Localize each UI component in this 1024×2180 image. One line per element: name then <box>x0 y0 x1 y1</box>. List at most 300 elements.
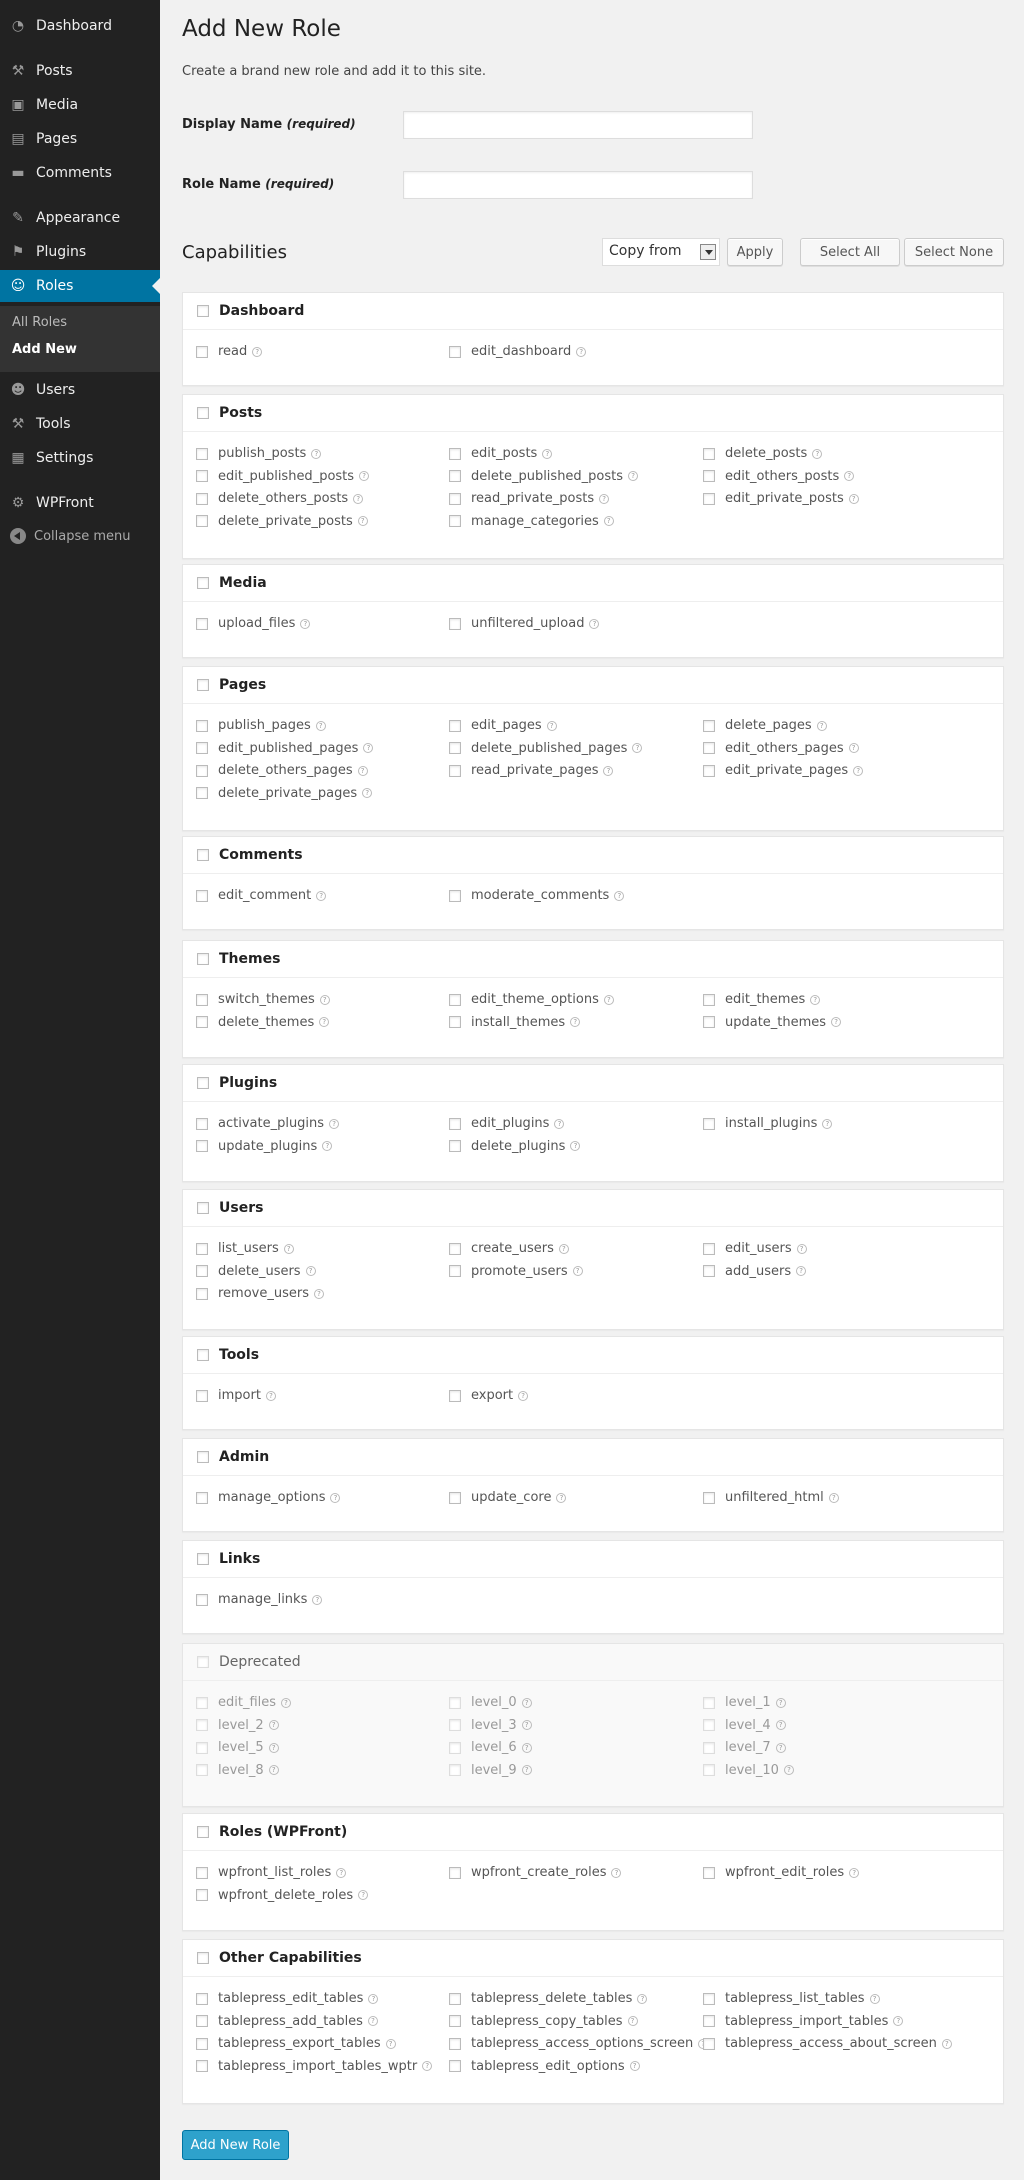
group-checkbox[interactable] <box>197 305 209 317</box>
sidebar-item-appearance[interactable] <box>0 202 160 234</box>
capability-item[interactable] <box>703 718 827 733</box>
help-icon[interactable] <box>368 2016 378 2026</box>
capability-checkbox[interactable] <box>196 742 208 754</box>
capability-item[interactable] <box>703 1264 806 1279</box>
capability-item[interactable] <box>196 446 321 461</box>
help-icon[interactable] <box>849 494 859 504</box>
capability-item[interactable] <box>449 1740 532 1755</box>
capability-item[interactable] <box>449 344 586 359</box>
sidebar-item-roles[interactable] <box>0 270 160 302</box>
capability-checkbox[interactable] <box>196 1697 208 1709</box>
help-icon[interactable] <box>281 1698 291 1708</box>
capability-checkbox[interactable] <box>449 1867 461 1879</box>
capability-item[interactable] <box>196 491 363 506</box>
capability-checkbox[interactable] <box>703 1742 715 1754</box>
help-icon[interactable] <box>628 2016 638 2026</box>
help-icon[interactable] <box>322 1141 332 1151</box>
capability-checkbox[interactable] <box>196 1492 208 1504</box>
help-icon[interactable] <box>311 449 321 459</box>
capability-checkbox[interactable] <box>449 1719 461 1731</box>
group-header[interactable] <box>197 1950 362 1966</box>
capability-checkbox[interactable] <box>196 1764 208 1776</box>
capability-checkbox[interactable] <box>196 1889 208 1901</box>
required-note: (required) <box>265 177 335 191</box>
capability-item[interactable] <box>449 1015 580 1030</box>
capability-item[interactable] <box>196 514 368 529</box>
wrench-icon: ⚒ <box>11 416 25 432</box>
group-title: Other Capabilities <box>219 1950 362 1966</box>
help-icon[interactable] <box>810 995 820 1005</box>
group-checkbox[interactable] <box>197 679 209 691</box>
group-header[interactable] <box>197 847 303 863</box>
capability-item[interactable] <box>196 992 330 1007</box>
capability-item[interactable] <box>703 1740 786 1755</box>
capability-item[interactable] <box>449 2036 708 2051</box>
capability-item[interactable] <box>703 2014 903 2029</box>
group-checkbox[interactable] <box>197 1952 209 1964</box>
help-icon[interactable] <box>844 471 854 481</box>
help-icon[interactable] <box>637 1994 647 2004</box>
group-header[interactable] <box>197 1449 269 1465</box>
help-icon[interactable] <box>817 721 827 731</box>
help-icon[interactable] <box>284 1244 294 1254</box>
capability-item[interactable] <box>196 1139 332 1154</box>
capability-checkbox[interactable] <box>449 1118 461 1130</box>
capability-item[interactable] <box>196 1763 279 1778</box>
copy-from-select[interactable] <box>602 238 720 266</box>
sidebar-item-media[interactable] <box>0 89 160 121</box>
capability-checkbox[interactable] <box>703 1016 715 1028</box>
group-checkbox[interactable] <box>197 849 209 861</box>
capability-checkbox[interactable] <box>196 2038 208 2050</box>
group-header[interactable] <box>197 1824 347 1840</box>
help-icon[interactable] <box>831 1017 841 1027</box>
help-icon[interactable] <box>630 2061 640 2071</box>
capability-checkbox[interactable] <box>196 346 208 358</box>
help-icon[interactable] <box>252 347 262 357</box>
capability-item[interactable] <box>703 763 863 778</box>
capability-checkbox[interactable] <box>449 720 461 732</box>
help-icon[interactable] <box>784 1765 794 1775</box>
capability-checkbox[interactable] <box>449 1140 461 1152</box>
group-header[interactable] <box>197 1551 260 1567</box>
capability-checkbox[interactable] <box>703 1764 715 1776</box>
help-icon[interactable] <box>589 619 599 629</box>
capability-checkbox[interactable] <box>703 2015 715 2027</box>
group-checkbox[interactable] <box>197 1202 209 1214</box>
capability-checkbox[interactable] <box>196 1265 208 1277</box>
help-icon[interactable] <box>518 1391 528 1401</box>
help-icon[interactable] <box>336 1868 346 1878</box>
group-checkbox[interactable] <box>197 577 209 589</box>
capability-checkbox[interactable] <box>449 1265 461 1277</box>
group-header[interactable] <box>197 575 267 591</box>
capability-item[interactable] <box>196 1991 378 2006</box>
capability-item[interactable] <box>196 1740 279 1755</box>
capability-checkbox[interactable] <box>196 2060 208 2072</box>
capability-checkbox[interactable] <box>449 994 461 1006</box>
group-header[interactable] <box>197 303 304 319</box>
help-icon[interactable] <box>316 891 326 901</box>
group-checkbox[interactable] <box>197 407 209 419</box>
capability-item[interactable] <box>449 1388 528 1403</box>
help-icon[interactable] <box>316 721 326 731</box>
submenu-add-new[interactable]: Add New <box>12 342 77 357</box>
help-icon[interactable] <box>320 995 330 1005</box>
help-icon[interactable] <box>314 1289 324 1299</box>
help-icon[interactable] <box>422 2061 432 2071</box>
capability-item[interactable] <box>449 992 614 1007</box>
capability-item[interactable] <box>703 469 854 484</box>
capability-checkbox[interactable] <box>703 1243 715 1255</box>
capability-item[interactable] <box>449 616 599 631</box>
sidebar-item-tools[interactable] <box>0 408 160 440</box>
capability-item[interactable] <box>196 2036 396 2051</box>
help-icon[interactable] <box>556 1493 566 1503</box>
capability-item[interactable] <box>703 1865 859 1880</box>
help-icon[interactable] <box>812 449 822 459</box>
capability-item[interactable] <box>703 1015 841 1030</box>
capability-item[interactable] <box>449 763 613 778</box>
capability-checkbox[interactable] <box>196 765 208 777</box>
sidebar-item-label: Media <box>36 97 79 113</box>
capability-checkbox[interactable] <box>196 1288 208 1300</box>
help-icon[interactable] <box>269 1720 279 1730</box>
help-icon[interactable] <box>522 1720 532 1730</box>
capability-item[interactable] <box>449 888 624 903</box>
capability-label: remove_users <box>218 1286 309 1301</box>
capability-item[interactable] <box>196 1264 316 1279</box>
help-icon[interactable] <box>573 1266 583 1276</box>
help-icon[interactable] <box>559 1244 569 1254</box>
group-header[interactable] <box>197 677 266 693</box>
capability-label: delete_others_posts <box>218 491 349 506</box>
sidebar-item-users[interactable] <box>0 374 160 406</box>
group-checkbox[interactable] <box>197 1077 209 1089</box>
apply-button[interactable]: Apply <box>727 238 783 266</box>
capability-item[interactable] <box>449 741 642 756</box>
group-header[interactable] <box>197 1347 259 1363</box>
capability-checkbox[interactable] <box>449 2015 461 2027</box>
capability-item[interactable] <box>449 1718 532 1733</box>
help-icon[interactable] <box>829 1493 839 1503</box>
help-icon[interactable] <box>358 766 368 776</box>
help-icon[interactable] <box>300 619 310 629</box>
capability-checkbox[interactable] <box>703 1492 715 1504</box>
help-icon[interactable] <box>554 1119 564 1129</box>
capability-group <box>182 1540 1004 1634</box>
help-icon[interactable] <box>358 1890 368 1900</box>
required-note: (required) <box>286 117 356 131</box>
capability-checkbox[interactable] <box>196 787 208 799</box>
capability-item[interactable] <box>703 1116 832 1131</box>
help-icon[interactable] <box>870 1994 880 2004</box>
capability-checkbox[interactable] <box>449 515 461 527</box>
capability-item[interactable] <box>196 1718 279 1733</box>
group-checkbox[interactable] <box>197 1553 209 1565</box>
capability-checkbox[interactable] <box>703 1118 715 1130</box>
capability-item[interactable] <box>196 718 326 733</box>
capability-checkbox[interactable] <box>196 1016 208 1028</box>
capability-checkbox[interactable] <box>196 1118 208 1130</box>
sidebar-item-label: Settings <box>36 450 94 466</box>
capability-checkbox[interactable] <box>703 1265 715 1277</box>
help-icon[interactable] <box>614 891 624 901</box>
capability-item[interactable] <box>449 1695 532 1710</box>
capability-item[interactable] <box>703 491 859 506</box>
capability-checkbox[interactable] <box>196 1390 208 1402</box>
capability-checkbox[interactable] <box>196 1243 208 1255</box>
capability-item[interactable] <box>196 741 373 756</box>
capability-item[interactable] <box>703 2036 952 2051</box>
capability-checkbox[interactable] <box>196 470 208 482</box>
capability-checkbox[interactable] <box>703 1719 715 1731</box>
capability-checkbox[interactable] <box>449 1492 461 1504</box>
help-icon[interactable] <box>604 995 614 1005</box>
help-icon[interactable] <box>312 1595 322 1605</box>
capability-checkbox[interactable] <box>196 2015 208 2027</box>
submenu-all-roles[interactable]: All Roles <box>12 315 68 330</box>
help-icon[interactable] <box>599 494 609 504</box>
capability-item[interactable] <box>449 1116 564 1131</box>
group-title: Posts <box>219 405 263 421</box>
help-icon[interactable] <box>522 1743 532 1753</box>
capability-checkbox[interactable] <box>703 765 715 777</box>
help-icon[interactable] <box>269 1765 279 1775</box>
capability-item[interactable] <box>196 1388 276 1403</box>
help-icon[interactable] <box>776 1743 786 1753</box>
group-checkbox[interactable] <box>197 1349 209 1361</box>
capability-checkbox[interactable] <box>196 1140 208 1152</box>
group-header[interactable] <box>197 405 262 421</box>
capability-item[interactable] <box>196 344 262 359</box>
capability-checkbox[interactable] <box>196 720 208 732</box>
capability-item[interactable] <box>449 1865 621 1880</box>
sidebar-item-dashboard[interactable] <box>0 10 160 42</box>
group-header[interactable] <box>197 1200 263 1216</box>
capability-checkbox[interactable] <box>703 720 715 732</box>
group-checkbox[interactable] <box>197 1451 209 1463</box>
capability-item[interactable] <box>196 1592 322 1607</box>
group-header[interactable] <box>197 951 280 967</box>
help-icon[interactable] <box>849 1868 859 1878</box>
help-icon[interactable] <box>611 1868 621 1878</box>
capability-item[interactable] <box>703 1695 786 1710</box>
capability-item[interactable] <box>196 1888 368 1903</box>
capability-item[interactable] <box>196 1286 324 1301</box>
capability-item[interactable] <box>449 1763 532 1778</box>
help-icon[interactable] <box>776 1720 786 1730</box>
capability-checkbox[interactable] <box>449 2038 461 2050</box>
sidebar-item-settings[interactable] <box>0 442 160 474</box>
capability-item[interactable] <box>196 1015 329 1030</box>
capability-label: activate_plugins <box>218 1116 325 1131</box>
capability-checkbox[interactable] <box>196 1993 208 2005</box>
capability-checkbox[interactable] <box>449 493 461 505</box>
capability-checkbox[interactable] <box>196 1594 208 1606</box>
capability-checkbox[interactable] <box>196 618 208 630</box>
group-divider <box>183 431 1003 432</box>
capability-checkbox[interactable] <box>449 618 461 630</box>
capability-checkbox[interactable] <box>703 1867 715 1879</box>
capability-checkbox[interactable] <box>196 890 208 902</box>
capability-checkbox[interactable] <box>449 470 461 482</box>
capability-checkbox[interactable] <box>449 765 461 777</box>
help-icon[interactable] <box>628 471 638 481</box>
capability-item[interactable] <box>449 491 609 506</box>
capability-item[interactable] <box>703 446 822 461</box>
capability-item[interactable] <box>449 2014 638 2029</box>
capability-item[interactable] <box>196 1695 291 1710</box>
capability-item[interactable] <box>449 1264 583 1279</box>
capability-checkbox[interactable] <box>196 493 208 505</box>
help-icon[interactable] <box>363 743 373 753</box>
capability-item[interactable] <box>449 469 638 484</box>
sidebar-item-wpfront[interactable] <box>0 487 160 519</box>
capability-checkbox[interactable] <box>196 515 208 527</box>
capability-item[interactable] <box>196 786 372 801</box>
help-icon[interactable] <box>576 347 586 357</box>
capability-item[interactable] <box>196 2059 432 2074</box>
help-icon[interactable] <box>329 1119 339 1129</box>
help-icon[interactable] <box>522 1698 532 1708</box>
capability-checkbox[interactable] <box>703 994 715 1006</box>
capability-item[interactable] <box>196 2014 378 2029</box>
capability-checkbox[interactable] <box>703 448 715 460</box>
help-icon[interactable] <box>542 449 552 459</box>
capability-checkbox[interactable] <box>449 1764 461 1776</box>
help-icon[interactable] <box>266 1391 276 1401</box>
display-name-input[interactable] <box>403 111 753 139</box>
help-icon[interactable] <box>353 494 363 504</box>
capability-item[interactable] <box>449 1241 569 1256</box>
capability-checkbox[interactable] <box>703 470 715 482</box>
capability-item[interactable] <box>703 1241 807 1256</box>
help-icon[interactable] <box>330 1493 340 1503</box>
help-icon[interactable] <box>942 2039 952 2049</box>
capability-checkbox[interactable] <box>703 2038 715 2050</box>
help-icon[interactable] <box>269 1743 279 1753</box>
help-icon[interactable] <box>776 1698 786 1708</box>
capability-checkbox[interactable] <box>449 346 461 358</box>
group-checkbox[interactable] <box>197 1656 209 1668</box>
help-icon[interactable] <box>796 1266 806 1276</box>
sidebar-item-plugins[interactable] <box>0 236 160 268</box>
group-checkbox[interactable] <box>197 1826 209 1838</box>
capability-checkbox[interactable] <box>196 994 208 1006</box>
capability-item[interactable] <box>703 992 820 1007</box>
capability-checkbox[interactable] <box>449 1390 461 1402</box>
capability-item[interactable] <box>449 1991 647 2006</box>
capability-item[interactable] <box>449 1490 566 1505</box>
help-icon[interactable] <box>853 766 863 776</box>
dashboard-icon: ◔ <box>11 18 25 34</box>
capability-checkbox[interactable] <box>449 890 461 902</box>
display-name-label-text: Display Name <box>182 117 283 132</box>
help-icon[interactable] <box>522 1765 532 1775</box>
help-icon[interactable] <box>386 2039 396 2049</box>
capability-checkbox[interactable] <box>703 493 715 505</box>
capability-item[interactable] <box>196 1490 340 1505</box>
help-icon[interactable] <box>570 1017 580 1027</box>
help-icon[interactable] <box>359 471 369 481</box>
collapse-menu-button[interactable] <box>10 528 131 544</box>
capability-item[interactable] <box>703 1718 786 1733</box>
sidebar-item-pages[interactable] <box>0 123 160 155</box>
capability-item[interactable] <box>196 616 310 631</box>
capability-label: tablepress_access_about_screen <box>725 2036 937 2051</box>
capability-item[interactable] <box>196 888 326 903</box>
help-icon[interactable] <box>822 1119 832 1129</box>
capability-item[interactable] <box>196 1865 346 1880</box>
capability-item[interactable] <box>449 446 552 461</box>
help-icon[interactable] <box>893 2016 903 2026</box>
help-icon[interactable] <box>319 1017 329 1027</box>
select-none-button[interactable]: Select None <box>904 238 1004 266</box>
help-icon[interactable] <box>358 516 368 526</box>
capability-item[interactable] <box>449 514 614 529</box>
add-new-role-button[interactable]: Add New Role <box>182 2130 289 2160</box>
help-icon[interactable] <box>368 1994 378 2004</box>
group-checkbox[interactable] <box>197 953 209 965</box>
capability-checkbox[interactable] <box>196 448 208 460</box>
capability-checkbox[interactable] <box>449 1993 461 2005</box>
sidebar-item-comments[interactable] <box>0 157 160 189</box>
help-icon[interactable] <box>570 1141 580 1151</box>
capability-item[interactable] <box>449 718 557 733</box>
capability-item[interactable] <box>703 1763 794 1778</box>
help-icon[interactable] <box>603 766 613 776</box>
capability-checkbox[interactable] <box>196 1719 208 1731</box>
capability-checkbox[interactable] <box>449 1016 461 1028</box>
help-icon[interactable] <box>306 1266 316 1276</box>
capability-item[interactable] <box>196 1241 294 1256</box>
capability-item[interactable] <box>196 1116 339 1131</box>
capability-item[interactable] <box>703 1991 880 2006</box>
capability-group <box>182 1939 1004 2104</box>
capability-checkbox[interactable] <box>703 1993 715 2005</box>
help-icon[interactable] <box>362 788 372 798</box>
capability-item[interactable] <box>449 2059 640 2074</box>
role-name-input[interactable] <box>403 171 753 199</box>
capability-checkbox[interactable] <box>449 742 461 754</box>
capability-checkbox[interactable] <box>196 1867 208 1879</box>
capability-checkbox[interactable] <box>196 1742 208 1754</box>
capability-item[interactable] <box>703 741 859 756</box>
help-icon[interactable] <box>632 743 642 753</box>
capability-item[interactable] <box>196 763 368 778</box>
help-icon[interactable] <box>604 516 614 526</box>
capability-checkbox[interactable] <box>449 448 461 460</box>
capability-checkbox[interactable] <box>449 2060 461 2072</box>
capability-checkbox[interactable] <box>449 1697 461 1709</box>
capability-item[interactable] <box>449 1139 580 1154</box>
capability-item[interactable] <box>196 469 369 484</box>
help-icon[interactable] <box>547 721 557 731</box>
group-header[interactable] <box>197 1654 301 1670</box>
sidebar-item-posts[interactable] <box>0 55 160 87</box>
capability-item[interactable] <box>703 1490 839 1505</box>
group-header[interactable] <box>197 1075 277 1091</box>
copy-from-value: Copy from <box>609 243 682 259</box>
capability-checkbox[interactable] <box>449 1243 461 1255</box>
capability-checkbox[interactable] <box>703 1697 715 1709</box>
help-icon[interactable] <box>849 743 859 753</box>
help-icon[interactable] <box>797 1244 807 1254</box>
capability-checkbox[interactable] <box>449 1742 461 1754</box>
capability-checkbox[interactable] <box>703 742 715 754</box>
select-all-button[interactable]: Select All <box>800 238 900 266</box>
